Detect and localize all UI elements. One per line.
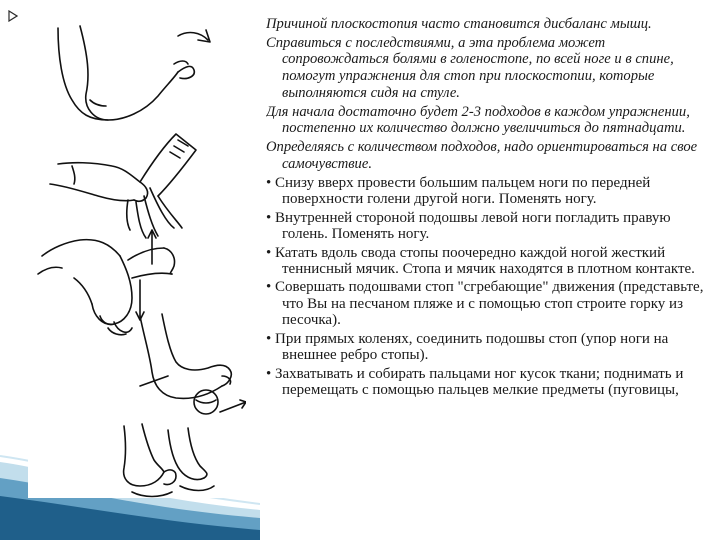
intro-paragraph: Определяясь с количеством подходов, надо ориентироваться на свое самочувствие.	[266, 139, 698, 172]
intro-paragraph: Для начала достаточно будет 2-3 подходов в каждом упражнении, постепенно их количество должно увеличиться до пятнадцати.	[266, 103, 690, 137]
exercise-bullet: • Внутренней стороной подошвы левой ноги погладить правую голень. Поменять ногу.	[266, 209, 671, 242]
foot-grasping-cloth-figure	[50, 134, 196, 238]
illustrations-canvas	[28, 16, 246, 498]
exercise-bullet: • Захватывать и собирать пальцами ног кусок ткани; поднимать и перемещать с помощью пальцев мелкие предметы (пуговицы,	[266, 365, 684, 399]
foot-rolling-ball-figure	[140, 314, 246, 414]
exercise-illustrations	[28, 16, 246, 498]
foot-sole-raking-figure	[124, 424, 214, 497]
exercise-bullet: • Катать вдоль свода стопы поочередно каждой ногой жесткий теннисный мячик. Стопа и мячик находятся в плотном контакте.	[266, 244, 695, 277]
exercise-bullet: • Совершать подошвами стоп "сгребающие" движения (представьте, что Вы на песчаном пляже и с помощью стоп строите горку из песочка).	[266, 279, 704, 329]
exercise-text	[266, 16, 706, 532]
toe-stroking-shin-figure	[38, 230, 175, 335]
exercise-bullet: • Снизу вверх провести большим пальцем ноги по передней поверхности голени другой ноги. Поменять ногу.	[266, 174, 651, 207]
foot-toe-flex-figure	[58, 26, 210, 120]
exercise-bullet: • При прямых коленях, соединить подошвы стоп (упор ноги на внешнее ребро стопы).	[266, 330, 669, 364]
intro-paragraph: Справиться с последствиями, а эта проблема может сопровождаться болями в голеностопе, по всей ноге и в спине, помогут упражнения для стоп при плоскостопии, которые выполняются сидя на стуле.	[266, 34, 674, 101]
corner-mark-icon	[8, 10, 18, 22]
intro-paragraph: Причиной плоскостопия часто становится дисбаланс мышц.	[266, 16, 652, 32]
